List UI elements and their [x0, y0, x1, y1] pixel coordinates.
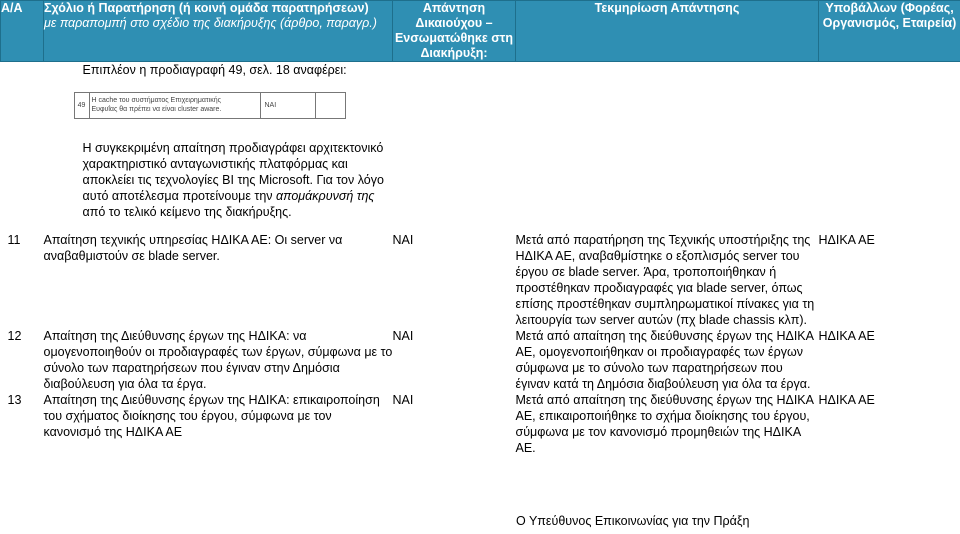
- header-comment-sub: με παραπομπή στο σχέδιο της διακήρυξης (άρθρο, παραγρ.): [44, 16, 377, 30]
- row-submitter: ΗΔΙΚΑ ΑΕ: [818, 233, 875, 247]
- intro-line: Επιπλέον η προδιαγραφή 49, σελ. 18 αναφέρει:: [82, 63, 347, 77]
- row-justification: Μετά από απαίτηση της διεύθυνσης έργων της ΗΔΙΚΑ ΑΕ, ομογενοποιήθηκαν οι προδιαγραφές των έργων σύμφωνα με το σύνολο των παρατηρήσεων που έγιναν κατά τη Δημόσια διαβούλευση για όλα τα έργα.: [515, 329, 814, 391]
- row-justification: Μετά από απαίτηση της διεύθυνσης έργων της ΗΔΙΚΑ ΑΕ, επικαιροποιήθηκε το σχήμα διοίκησης του έργου, σύμφωνα με τον κανονισμό προμηθειών της ΗΔΙΚΑ ΑΕ.: [515, 393, 814, 455]
- row-number: 11: [7, 233, 21, 247]
- header-aa: Α/Α: [1, 1, 44, 62]
- row-comment: Απαίτηση τεχνικής υπηρεσίας ΗΔΙΚΑ ΑΕ: Οι server να αναβαθμιστούν σε blade server.: [43, 233, 343, 263]
- row-comment: Απαίτηση της Διεύθυνσης έργων της ΗΔΙΚΑ: επικαιροποίηση του σχήματος διοίκησης του έργου, σύμφωνα με τον κανονισμό της ΗΔΙΚΑ ΑΕ: [43, 393, 380, 439]
- header-justification: Τεκμηρίωση Απάντησης: [516, 1, 819, 62]
- table-header-row: [1, 1, 960, 62]
- header-submitter: Υποβάλλων (Φορέας, Οργανισμός, Εταιρεία): [819, 1, 960, 62]
- row-answer: ΝΑΙ: [392, 393, 414, 407]
- row-number: 13: [7, 393, 22, 407]
- table-row: [1, 392, 960, 456]
- row-comment: Απαίτηση της Διεύθυνσης έργων της ΗΔΙΚΑ: να ομογενοποιηθούν οι προδιαγραφές των έργων, σύμφωνα με το σύνολο των παρατηρήσεων που έγιναν στην Δημόσια διαβούλευση για όλα τα έργα.: [43, 329, 393, 391]
- intro-row: [1, 62, 960, 233]
- footer-signature-line: Ο Υπεύθυνος Επικοινωνίας για την Πράξη: [516, 514, 750, 528]
- table-row: [1, 232, 960, 328]
- table-row: [1, 328, 960, 392]
- row-number: 12: [7, 329, 22, 343]
- row-submitter: ΗΔΙΚΑ ΑΕ: [818, 393, 875, 407]
- intro-paragraph: Η συγκεκριμένη απαίτηση προδιαγράφει αρχιτεκτονικό χαρακτηριστικό ανταγωνιστικής πλατφόρμας και αποκλείει τις τεχνολογίες BI της Microsoft. Για τον λόγο αυτό αποτέλεσμα προτείνουμε την απομάκρυνσή της από το τελικό κείμενο της διακήρυξης.: [82, 141, 384, 219]
- snippet-answer: ΝΑΙ: [260, 93, 316, 118]
- spec-snippet-image: [74, 92, 346, 119]
- row-answer: ΝΑΙ: [392, 233, 414, 247]
- intro-emphasis: απομάκρυνσή της: [276, 189, 375, 203]
- header-comment: Σχόλιο ή Παρατήρηση (ή κοινή ομάδα παρατηρήσεων) με παραπομπή στο σχέδιο της διακήρυξης (άρθρο, παραγρ.): [44, 1, 393, 62]
- row-answer: ΝΑΙ: [392, 329, 414, 343]
- snippet-text: Η cache του συστήματος Επιχειρηματικής Ευφυΐας θα πρέπει να είναι cluster aware.: [91, 97, 222, 113]
- row-justification: Μετά από παρατήρηση της Τεχνικής υποστήριξης της ΗΔΙΚΑ ΑΕ, αναβαθμίστηκε ο εξοπλισμός server του έργου σε blade server. Άρα, τροποποιήθηκαν ή προστέθηκαν προδιαγραφές για blade server, όπως επίσης προστέθηκαν συμπληρωματικοί πίνακες για τη λειτουργία των server αυτών (πχ blade chassis κλπ).: [515, 233, 815, 327]
- header-answer: Απάντηση Δικαιούχου – Ενσωματώθηκε στη Διακήρυξη:: [393, 1, 516, 62]
- row-submitter: ΗΔΙΚΑ ΑΕ: [818, 329, 875, 343]
- snippet-number: 49: [75, 93, 90, 118]
